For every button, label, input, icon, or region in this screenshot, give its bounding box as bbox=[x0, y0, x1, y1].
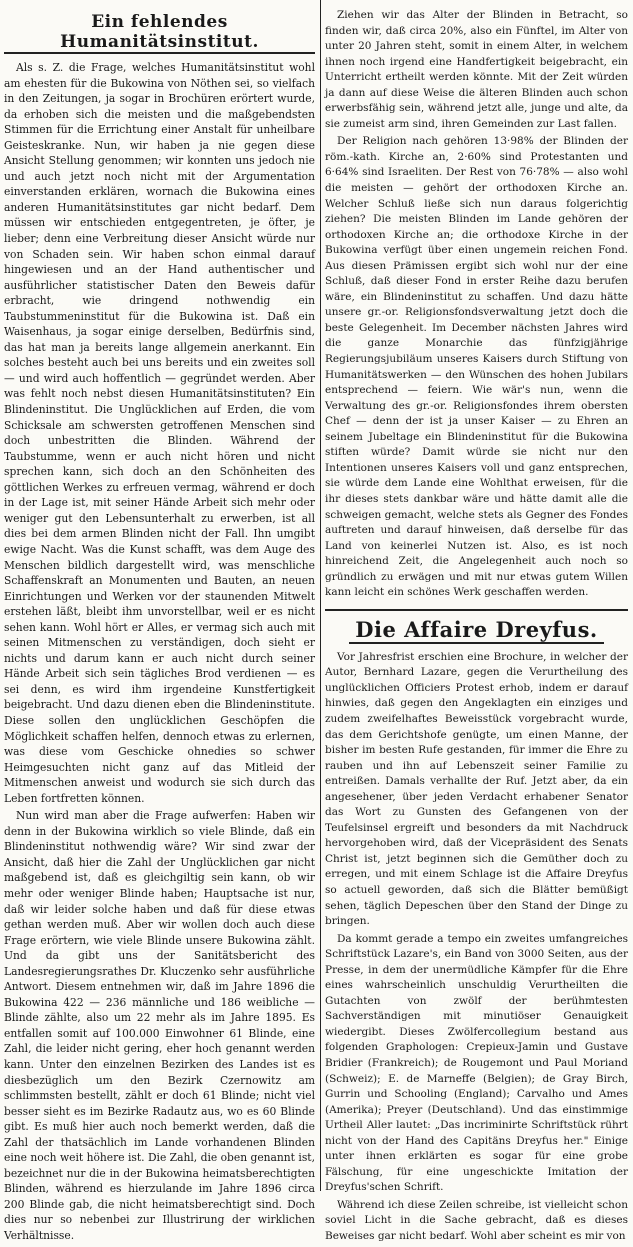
left-column bbox=[4, 8, 315, 1246]
article-heading-box bbox=[325, 617, 628, 644]
article-paragraph: Vor Jahresfrist erschien eine Brochure, in welcher der Autor, Bernhard Lazare, gegen die Verurtheilung des unglücklichen Officiers Protest erhob, indem er darauf hinwies, daß gegen den Angeklagten ein einziges und zudem zweifelhaftes Beweisstück vorgebracht wurde, das dem Gerichtshofe genügte, um einen Manne, der bisher im besten Rufe gestanden, für immer die Ehre zu rauben und ihn auf Lebenszeit seiner Familie zu entreißen. Damals verhallte der Ruf. Jetzt aber, da ein angesehener, über jeden Verdacht erhabener Senator das Wort zu Gunsten des Gefangenen von der Teufelsinsel ergreift und besonders da mit Nachdruck hervorgehoben wird, daß der Vicepräsident des Senats Christ ist, jetzt beginnen sich die Gemüther doch zu erregen, und mit einem Schlage ist die Affaire Dreyfus so actuell geworden, daß sich die Blätter bemüßigt sehen, täglich Depeschen über den Stand der Dinge zu bringen. bbox=[325, 650, 628, 928]
article-title-humanitaetsinstitut: Ein fehlendes Humanitätsinstitut. bbox=[4, 12, 315, 54]
right-column bbox=[325, 8, 628, 1247]
article-paragraph: Der Religion nach gehören 13·98% der Blinden der röm.-kath. Kirche an, 2·60% sind Protestanten und 6·64% sind Israeliten. Der Rest von 76·78% — also wohl die meisten — gehört der orthodoxen Kirche an. Welcher Schluß ließe sich nun daraus folgerichtig ziehen? Die meisten Blinden im Lande gehören der orthodoxen Kirche an; die orthodoxe Kirche in der Bukowina verfügt über einen ungemein reichen Fond. Aus diesen Prämissen ergibt sich wohl nur der eine Schluß, daß dieser Fond in erster Reihe dazu berufen wäre, ein Blindeninstitut zu schaffen. Und dazu hätte unsere gr.-or. Religionsfondsverwaltung jetzt doch die beste Gelegenheit. Im December nächsten Jahres wird die ganze Monarchie das fünfzigjährige Regierungsjubiläum unseres Kaisers durch Stiftung von Humanitätswerken — den Wünschen des hohen Jubilars entsprechend — feiern. Wie wär's nun, wenn die Verwaltung des gr.-or. Religionsfondes ihrem obersten Chef — denn der ist ja unser Kaiser — zu Ehren an seinem Jubeltage ein Blindeninstitut für die Bukowina stiften würde? Damit würde sie nicht nur den Intentionen unseres Kaisers voll und ganz entsprechen, sie würde dem Lande eine Wohlthat erweisen, für die ihr dieses stets dankbar wäre und hätte damit alle die schweigen gemacht, welche stets als Gegner des Fondes auftreten und darauf hinweisen, daß derselbe für das Land von keinerlei Nutzen ist. Also, es ist noch hinreichend Zeit, die Angelegenheit auch noch so gründlich zu erwägen und mit nur etwas gutem Willen kann leicht ein schönes Werk geschaffen werden. bbox=[325, 135, 628, 599]
article-paragraph: Nun wird man aber die Frage aufwerfen: Haben wir denn in der Bukowina wirklich so viele Blinde, daß ein Blindeninstitut nothwendig wäre? Wir sind zwar der Ansicht, daß hier die Zahl der Unglücklichen gar nicht maßgebend ist, daß es gleichgiltig sein kann, ob wir mehr oder weniger Blinde haben; Hauptsache ist nur, daß wir leider solche haben und daß für diese etwas gethan werden muß. Aber wir wollen doch auch diese Frage erörtern, wie viele Blinde unsere Bukowina zählt. Und da gibt uns der Sanitätsbericht des Landesregierungsrathes Dr. Kluczenko sehr ausführliche Antwort. Diesem entnehmen wir, daß im Jahre 1896 die Bukowina 422 — 236 männliche und 186 weibliche — Blinde zählte, also um 22 mehr als im Jahre 1895. Es entfallen somit auf 100.000 Einwohner 61 Blinde, eine Zahl, die leider nicht gering, eher hoch genannt werden kann. Unter den einzelnen Bezirken des Landes ist es diesbezüglich um den Bezirk Czernowitz am schlimmsten bestellt, zählt er doch 61 Blinde; nicht viel besser sieht es im Bezirke Radautz aus, wo es 60 Blinde gibt. Es muß hier auch noch bemerkt werden, daß die Zahl der thatsächlich im Lande vorhandenen Blinden eine noch weit höhere ist. Die Zahl, die oben genannt ist, bezeichnet nur die in der Bukowina heimatsberechtigten Blinden, während es hierzulande im Jahre 1896 circa 200 Blinde gab, die nicht heimatsberechtigt sind. Doch dies nur so nebenbei zur Illustrirung der wirklichen Verhältnisse. bbox=[4, 809, 315, 1243]
article-paragraph: Als s. Z. die Frage, welches Humanitätsinstitut wohl am ehesten für die Bukowina von Nöthen sei, so vielfach in den Zeitungen, ja sogar in Brochüren erörtert wurde, da erhoben sich die meisten und die maßgebendsten Stimmen für die Errichtung einer Anstalt für unheilbare Geisteskranke. Nun, wir haben ja nie gegen diese Ansicht Stellung genommen; wir konnten uns jedoch nie und auch jetzt noch nicht mit der Argumentation einverstanden erklären, wornach die Bukowina eines anderen Humanitätsinstitutes gar nicht bedarf. Dem müssen wir entschieden entgegentreten, je öfter, je lieber; denn eine Verbreitung dieser Ansicht würde nur von Schaden sein. Wir haben schon einmal darauf hingewiesen und an der Hand authentischer und ausführlicher statistischer Daten den Beweis dafür erbracht, wie dringend nothwendig ein Taubstummeninstitut für die Bukowina ist. Daß ein Waisenhaus, ja sogar einige derselben, Bedürfnis sind, das hat man ja bereits lange allgemein anerkannt. Ein solches besteht auch bei uns bereits und ein zweites soll — und wird auch hoffentlich — gegründet werden. Aber was fehlt noch nebst diesen Humanitätsinstituten? Ein Blindeninstitut. Die Unglücklichen auf Erden, die vom Schicksale am schwersten getroffenen Menschen sind doch unbestritten die Blinden. Während der Taubstumme, wenn er auch nicht hören und nicht sprechen kann, sich doch an den Schönheiten des göttlichen Werkes zu erfreuen vermag, während er doch in der Lage ist, mit seiner Hände Arbeit sich mehr oder weniger gut den Lebensunterhalt zu erwerben, ist all dies bei dem armen Blinden nicht der Fall. Ihn umgibt ewige Nacht. Was die Kunst schafft, was dem Auge des Menschen bildlich dargestellt wird, was menschliche Schaffenskraft an Monumenten und Bauten, an neuen Einrichtungen und Werken vor der staunenden Mitwelt erstehen läßt, bleibt ihm unvorstellbar, weil er es nicht sehen kann. Wohl hört er Alles, er vermag sich auch mit seinen Mitmenschen zu verständigen, doch sieht er nichts und darum kann er auch nicht durch seiner Hände Arbeit sich sein tägliches Brod verdienen — es sei denn, es wird ihm irgendeine Kunstfertigkeit beigebracht. Und dazu dienen eben die Blindeninstitute. Diese sollen den unglücklichen Geschöpfen die Möglichkeit schaffen helfen, dennoch etwas zu erlernen, was diese vom Geschicke ohnedies so schwer Heimgesuchten nicht ganz auf das Mitleid der Mitmenschen anweist und wodurch sie sich durch das Leben fortfretten können. bbox=[4, 61, 315, 805]
article-paragraph: Während ich diese Zeilen schreibe, ist vielleicht schon soviel Licht in die Sache gebracht, daß es dieses Beweises gar nicht bedarf. Wohl aber scheint es mir von bbox=[325, 1198, 628, 1243]
section-separator bbox=[325, 609, 628, 611]
column-divider bbox=[320, 0, 321, 1191]
article-paragraph: Da kommt gerade a tempo ein zweites umfangreiches Schriftstück Lazare's, ein Band von 3000 Seiten, aus der Presse, in dem der unermüdliche Kämpfer für die Ehre eines wahrscheinlich unschuldig Verurtheilten die Gutachten von zwölf der berühmtesten Sachverständigen mit minutiöser Genauigkeit wiedergibt. Dieses Zwölfercollegium bestand aus folgenden Graphologen: Crepieux-Jamin und Gustave Bridier (Frankreich); de Rougemont und Paul Moriand (Schweiz); E. de Marneffe (Belgien); de Gray Birch, Gurrin und Schooling (England); Carvalho und Ames (Amerika); Preyer (Deutschland). Und das einstimmige Urtheil Aller lautet: „Das incriminirte Schriftstück rührt nicht von der Hand des Capitäns Dreyfus her." Einige unter ihnen erklärten es sogar für eine grobe Fälschung, für eine ungeschickte Imitation der Dreyfus'schen Schrift. bbox=[325, 932, 628, 1194]
article-heading-box bbox=[4, 12, 315, 54]
article-paragraph: Ziehen wir das Alter der Blinden in Betracht, so finden wir, daß circa 20%, also ein Fünftel, im Alter von unter 20 Jahren steht, somit in einem Alter, in welchem ihnen noch irgend eine Handfertigkeit beigebracht, ein Unterricht ertheilt werden könnte. Mit der Zeit würden ja dann auf diese Weise die älteren Blinden auch schon erwerbsfähig sein, während jetzt alle, junge und alte, da sie zumeist arm sind, ihren Gemeinden zur Last fallen. bbox=[325, 9, 628, 130]
article-title-dreyfus: Die Affaire Dreyfus. bbox=[349, 617, 603, 644]
